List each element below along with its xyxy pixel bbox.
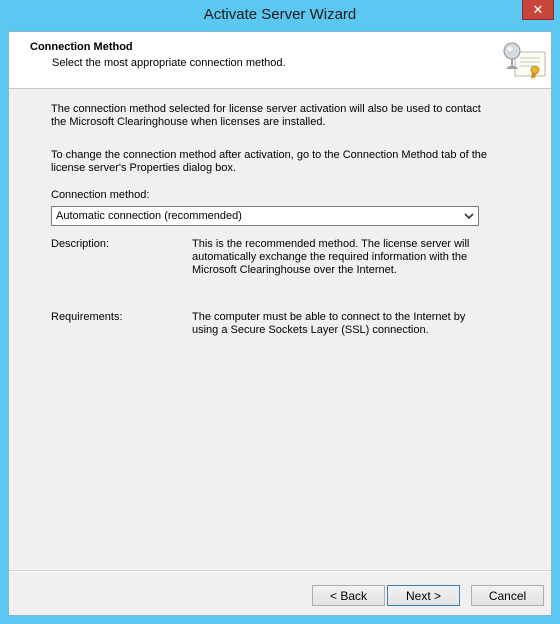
wizard-header [9, 32, 551, 89]
close-button[interactable] [522, 0, 554, 20]
page-title: Connection Method [30, 41, 133, 53]
requirements-text: The computer must be able to connect to the Internet by using a Secure Sockets Layer (SSL) connection. [192, 311, 466, 336]
requirements-label: Requirements: [51, 311, 123, 323]
window-title: Activate Server Wizard [203, 6, 357, 23]
wizard-client-area [8, 31, 552, 616]
cancel-button[interactable]: Cancel [471, 585, 544, 606]
page-subtitle: Select the most appropriate connection method. [52, 57, 286, 69]
certificate-icon [501, 38, 547, 84]
next-button[interactable]: Next > [387, 585, 460, 606]
footer-divider-highlight [9, 571, 551, 572]
info-paragraph-2: To change the connection method after activation, go to the Connection Method tab of the license server's Properties dialog box. [51, 149, 488, 174]
description-label: Description: [51, 238, 110, 250]
back-button[interactable]: < Back [312, 585, 385, 606]
connection-method-label: Connection method: [51, 189, 150, 201]
connection-method-select[interactable] [51, 206, 479, 226]
description-text: This is the recommended method. The license server will automatically exchange the required information with the Microsoft Clearinghouse over the Internet. [192, 238, 470, 276]
connection-method-value: Automatic connection (recommended) [56, 210, 242, 222]
title-bar [0, 0, 560, 30]
chevron-down-icon [464, 210, 474, 222]
close-icon: ✕ [532, 2, 544, 17]
info-paragraph-1: The connection method selected for license server activation will also be used to contact the Microsoft Clearinghouse when licenses are installed. [51, 103, 481, 128]
